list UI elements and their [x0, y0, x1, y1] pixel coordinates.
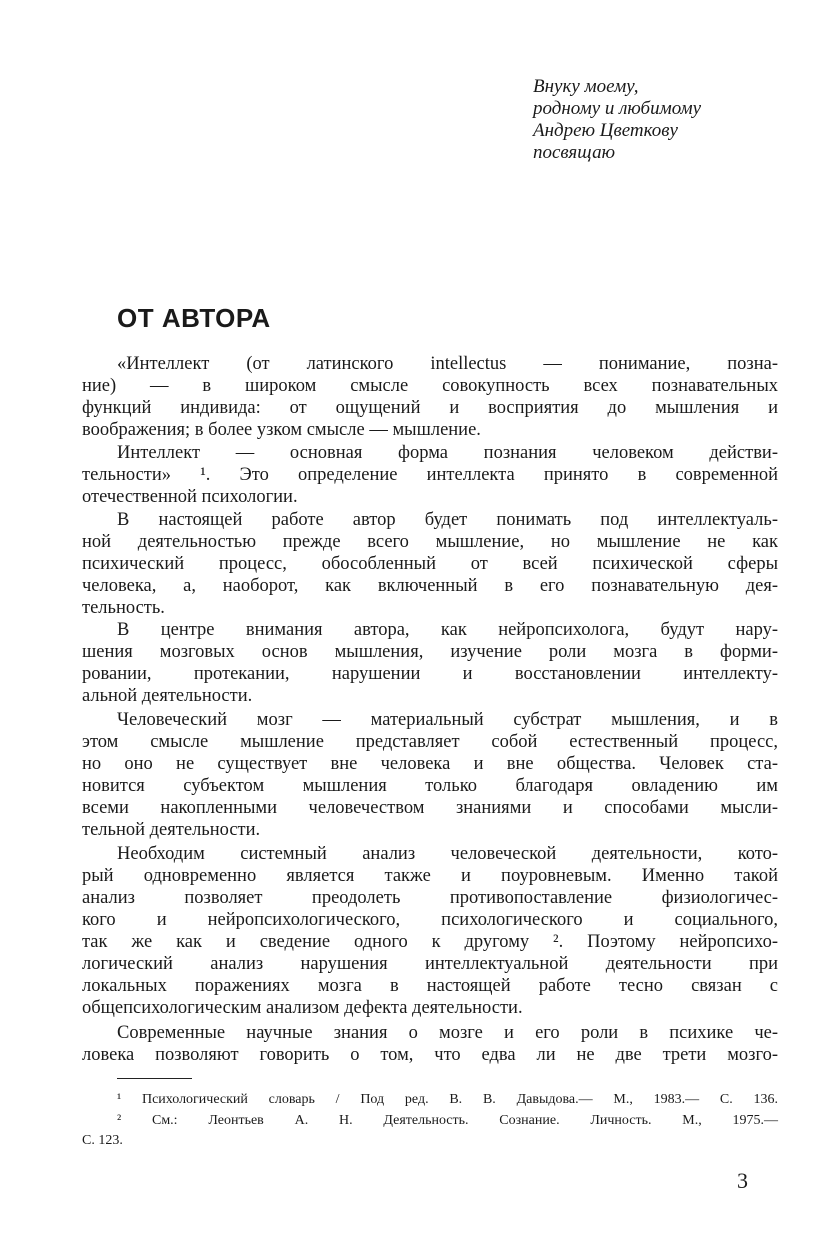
footnote-line: С. 123. [82, 1133, 123, 1148]
footnote-line: ¹ Психологический словарь / Под ред. В. В. Давыдова.— М., 1983.— С. 136. [117, 1092, 778, 1107]
footnote [82, 1111, 778, 1151]
text-line: логический анализ нарушения интеллектуальной деятельности при [82, 954, 778, 974]
text-line: альной деятельности. [82, 686, 253, 706]
paragraph [82, 709, 778, 841]
paragraph [82, 1022, 778, 1066]
text-line: отечественной психологии. [82, 487, 298, 507]
text-line: Современные научные знания о мозге и его роли в психике че- [117, 1023, 778, 1043]
text-line: В центре внимания автора, как нейропсихолога, будут нару- [117, 620, 778, 640]
text-line: кого и нейропсихологического, психологического и социального, [82, 910, 778, 930]
text-line: но оно не существует вне человека и вне общества. Человек ста- [82, 754, 778, 774]
text-line: этом смысле мышление представляет собой естественный процесс, [82, 732, 778, 752]
paragraph [82, 509, 778, 619]
text-line: анализ позволяет преодолеть противопоставление физиологичес- [82, 888, 778, 908]
epigraph-line: родному и любимому [533, 98, 702, 119]
text-line: ловека позволяют говорить о том, что едва ли не две трети мозго- [82, 1045, 778, 1065]
text-line: всеми накопленными человечеством знаниями и способами мысли- [82, 798, 778, 818]
footnote-line: ² См.: Леонтьев А. Н. Деятельность. Сознание. Личность. М., 1975.— [117, 1113, 778, 1128]
text-line: ной деятельностью прежде всего мышление, но мышление не как [82, 532, 778, 552]
text-line: функций индивида: от ощущений и восприятия до мышления и [82, 398, 778, 418]
text-line: ние) — в широком смысле совокупность всех познавательных [82, 376, 778, 396]
text-line: шения мозговых основ мышления, изучение роли мозга в форми- [82, 642, 778, 662]
epigraph-line: Внуку моему, [533, 76, 639, 97]
text-line: ровании, протекании, нарушении и восстановлении интеллекту- [82, 664, 778, 684]
paragraph [82, 843, 778, 1019]
page-number: 3 [737, 1168, 748, 1193]
text-line: тельности» ¹. Это определение интеллекта принято в современной [82, 465, 778, 485]
paragraph [82, 353, 778, 441]
text-line: Необходим системный анализ человеческой деятельности, кото- [117, 844, 778, 864]
text-line: тельность. [82, 598, 165, 618]
epigraph-line: посвящаю [533, 142, 615, 163]
text-line: Человеческий мозг — материальный субстрат мышления, и в [117, 710, 778, 730]
text-line: «Интеллект (от латинского intellectus — понимание, позна- [117, 354, 778, 374]
text-line: воображения; в более узком смысле — мышление. [82, 420, 481, 440]
epigraph [533, 76, 701, 164]
paragraph [82, 442, 778, 508]
text-line: общепсихологическим анализом дефекта деятельности. [82, 998, 523, 1018]
text-line: тельной деятельности. [82, 820, 261, 840]
epigraph-line: Андрею Цветкову [533, 120, 678, 141]
text-line: так же как и сведение одного к другому ². Поэтому нейропсихо- [82, 932, 778, 952]
text-line: новится субъектом мышления только благодаря овладению им [82, 776, 778, 796]
text-line: рый одновременно является также и поуровневым. Именно такой [82, 866, 778, 886]
text-line: локальных поражениях мозга в настоящей работе тесно связан с [82, 976, 778, 996]
text-line: человека, а, наоборот, как включенный в его познавательную дея- [82, 576, 778, 596]
text-line: В настоящей работе автор будет понимать под интеллектуаль- [117, 510, 778, 530]
footnote-divider [117, 1078, 192, 1079]
paragraph [82, 619, 778, 707]
footnote [82, 1090, 778, 1110]
text-line: Интеллект — основная форма познания человеком действи- [117, 443, 778, 463]
text-line: психический процесс, обособленный от всей психической сферы [82, 554, 778, 574]
section-heading: ОТ АВТОРА [117, 303, 271, 333]
